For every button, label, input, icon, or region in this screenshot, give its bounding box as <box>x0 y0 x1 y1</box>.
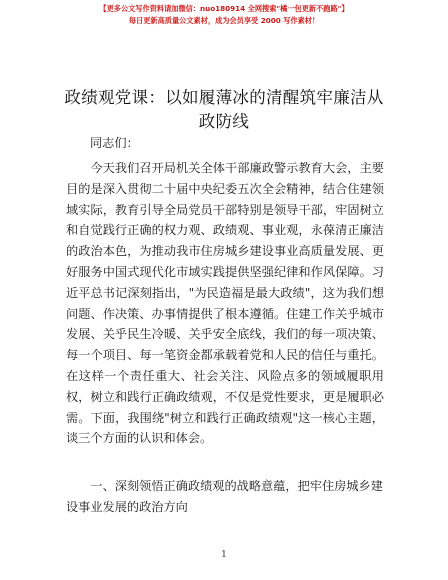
promo-banner-line-1: 【更多公文写作资料请加微信：nuo180914 全网搜索"橘一包更新不跑路"】 <box>99 4 349 13</box>
document-title: 政绩观党课：以如履薄冰的清醒筑牢廉洁从政防线 <box>64 88 384 131</box>
body-paragraph: 今天我们召开局机关全体干部廉政警示教育大会，主要目的是深入贯彻二十届中央纪委五次全会精神，结合住建领域实际，教育引导全局党员干部特别是领导干部，牢固树立和自觉践行正确的权力观、政绩观、事业观，永葆清正廉洁的政治本色，为推动我市住房城乡建设事业高质量发展、更好服务中国式现代化市域实践提供坚强纪律和作风保障。习近平总书记深刻指出，"为民造福是最大政绩"，这为我们想问题、作决策、办事情提供了根本遵循。住建工作关乎城市发展、关乎民生冷暖、关乎安全底线，我们的每一项决策、每一个项目、每一笔资金都承载着党和人民的信任与重托。在这样一个责任重大、社会关注、风险点多的领域履职用权，树立和践行正确政绩观，不仅是党性要求，更是履职必需。下面，我围绕"树立和践行正确政绩观"这一核心主题，谈三个方面的认识和体会。 <box>66 161 384 446</box>
page-number: 1 <box>221 550 227 560</box>
section-heading: 一、深刻领悟正确政绩观的战略意蕴，把牢住房城乡建设事业发展的政治方向 <box>66 479 383 514</box>
greeting: 同志们： <box>90 136 139 150</box>
promo-banner-line-2: 每日更新高质量公文素材，成为会员享受 2000 写作素材！ <box>128 16 320 25</box>
